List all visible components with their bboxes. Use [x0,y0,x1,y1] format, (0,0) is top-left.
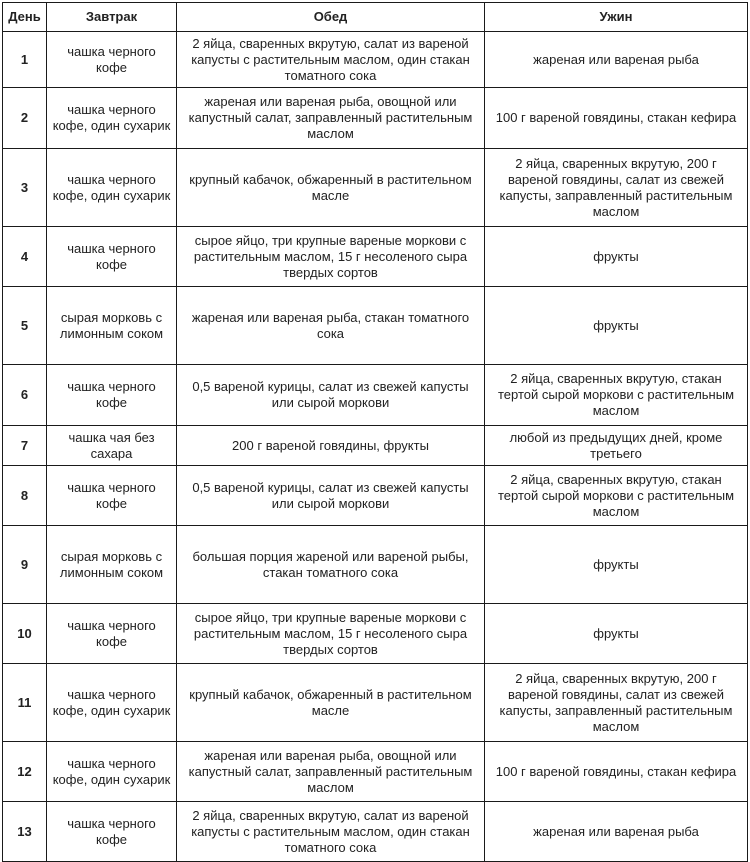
day-cell: 2 [3,88,47,149]
dinner-cell: 2 яйца, сваренных вкрутую, 200 г вареной говядины, салат из свежей капусты, заправленный растительным маслом [485,664,748,742]
day-cell: 7 [3,426,47,466]
lunch-cell: крупный кабачок, обжаренный в растительном масле [177,664,485,742]
day-cell: 8 [3,466,47,526]
breakfast-cell: чашка черного кофе, один сухарик [47,88,177,149]
diet-menu-table [2,2,748,862]
day-cell: 13 [3,802,47,862]
breakfast-cell: чашка черного кофе [47,365,177,426]
breakfast-cell: чашка черного кофе, один сухарик [47,664,177,742]
lunch-cell: 2 яйца, сваренных вкрутую, салат из вареной капусты с растительным маслом, один стакан томатного сока [177,802,485,862]
dinner-cell: фрукты [485,526,748,604]
dinner-cell: фрукты [485,287,748,365]
dinner-cell: 2 яйца, сваренных вкрутую, стакан тертой сырой моркови с растительным маслом [485,466,748,526]
table-row [3,227,748,287]
table-row [3,604,748,664]
lunch-cell: жареная или вареная рыба, овощной или капустный салат, заправленный растительным маслом [177,742,485,802]
day-cell: 6 [3,365,47,426]
table-row [3,426,748,466]
day-cell: 9 [3,526,47,604]
lunch-cell: сырое яйцо, три крупные вареные моркови с растительным маслом, 15 г несоленого сыра твердых сортов [177,604,485,664]
lunch-cell: 0,5 вареной курицы, салат из свежей капусты или сырой моркови [177,466,485,526]
table-row [3,526,748,604]
table-body [3,32,748,862]
lunch-cell: жареная или вареная рыба, стакан томатного сока [177,287,485,365]
header-row [3,3,748,32]
breakfast-cell: чашка черного кофе [47,802,177,862]
dinner-cell: жареная или вареная рыба [485,32,748,88]
dinner-cell: жареная или вареная рыба [485,802,748,862]
table-row [3,88,748,149]
day-cell: 1 [3,32,47,88]
table-row [3,466,748,526]
day-cell: 3 [3,149,47,227]
table-row [3,802,748,862]
dinner-cell: 2 яйца, сваренных вкрутую, стакан тертой сырой моркови с растительным маслом [485,365,748,426]
day-cell: 10 [3,604,47,664]
breakfast-cell: чашка чая без сахара [47,426,177,466]
dinner-cell: фрукты [485,227,748,287]
table-row [3,287,748,365]
lunch-cell: жареная или вареная рыба, овощной или капустный салат, заправленный растительным маслом [177,88,485,149]
header-dinner: Ужин [485,3,748,32]
table-row [3,365,748,426]
breakfast-cell: чашка черного кофе, один сухарик [47,742,177,802]
day-cell: 11 [3,664,47,742]
header-breakfast: Завтрак [47,3,177,32]
lunch-cell: большая порция жареной или вареной рыбы, стакан томатного сока [177,526,485,604]
table-row [3,664,748,742]
dinner-cell: фрукты [485,604,748,664]
lunch-cell: 2 яйца, сваренных вкрутую, салат из вареной капусты с растительным маслом, один стакан томатного сока [177,32,485,88]
breakfast-cell: чашка черного кофе [47,32,177,88]
day-cell: 12 [3,742,47,802]
breakfast-cell: сырая морковь с лимонным соком [47,526,177,604]
dinner-cell: любой из предыдущих дней, кроме третьего [485,426,748,466]
day-cell: 5 [3,287,47,365]
dinner-cell: 100 г вареной говядины, стакан кефира [485,88,748,149]
dinner-cell: 100 г вареной говядины, стакан кефира [485,742,748,802]
table-header [3,3,748,32]
breakfast-cell: чашка черного кофе [47,604,177,664]
header-lunch: Обед [177,3,485,32]
table-row [3,32,748,88]
breakfast-cell: чашка черного кофе [47,227,177,287]
day-cell: 4 [3,227,47,287]
lunch-cell: 200 г вареной говядины, фрукты [177,426,485,466]
breakfast-cell: чашка черного кофе [47,466,177,526]
lunch-cell: 0,5 вареной курицы, салат из свежей капусты или сырой моркови [177,365,485,426]
breakfast-cell: сырая морковь с лимонным соком [47,287,177,365]
breakfast-cell: чашка черного кофе, один сухарик [47,149,177,227]
lunch-cell: сырое яйцо, три крупные вареные моркови с растительным маслом, 15 г несоленого сыра твердых сортов [177,227,485,287]
lunch-cell: крупный кабачок, обжаренный в растительном масле [177,149,485,227]
dinner-cell: 2 яйца, сваренных вкрутую, 200 г вареной говядины, салат из свежей капусты, заправленный растительным маслом [485,149,748,227]
header-day: День [3,3,47,32]
table-row [3,149,748,227]
table-row [3,742,748,802]
